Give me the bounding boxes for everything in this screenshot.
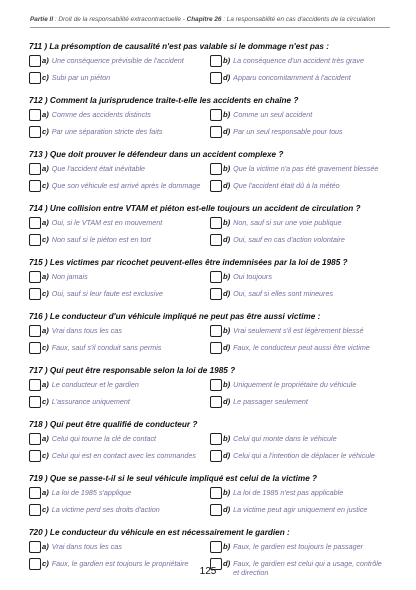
options-row (29, 287, 391, 303)
option-text: Le conducteur et le gardien (51, 380, 139, 389)
answer-option[interactable] (29, 125, 210, 138)
option-letter: b) (223, 110, 231, 119)
option-text: Uniquement le propriétaire du véhicule (233, 380, 357, 389)
answer-option[interactable] (210, 287, 391, 300)
option-text: Celui qui tourne la clé de contact (51, 434, 157, 443)
option-text: Celui qui est en contact avec les commandes (51, 451, 196, 460)
question-block (29, 365, 391, 419)
options-row (29, 233, 391, 249)
options-row (29, 540, 391, 556)
answer-checkbox[interactable] (29, 325, 41, 337)
answer-option[interactable] (29, 162, 210, 175)
option-letter: c) (42, 505, 49, 514)
option-text: Oui toujours (233, 272, 272, 281)
answer-checkbox[interactable] (210, 217, 222, 229)
answer-checkbox[interactable] (29, 450, 41, 462)
answer-option[interactable] (29, 341, 210, 354)
option-letter: a) (42, 542, 49, 551)
answer-option[interactable] (29, 270, 210, 283)
option-text: Que l'accident était inévitable (51, 164, 146, 173)
option-letter: a) (42, 218, 49, 227)
option-letter: b) (223, 380, 231, 389)
answer-checkbox[interactable] (29, 217, 41, 229)
options-row (29, 54, 391, 70)
option-text: Le passager seulement (233, 397, 308, 406)
question-title: 711 ) La présomption de causalité n'est pas valable si le dommage n'est pas : (29, 42, 329, 51)
options-row (29, 503, 391, 519)
question-block (29, 203, 391, 257)
answer-checkbox[interactable] (29, 288, 41, 300)
answer-option[interactable] (29, 216, 210, 229)
option-text: La loi de 1985 s'applique (51, 488, 132, 497)
answer-checkbox[interactable] (29, 396, 41, 408)
option-text: La conséquence d'un accident très grave (233, 56, 365, 65)
answer-option[interactable] (210, 54, 391, 67)
option-letter: c) (42, 127, 49, 136)
options-row (29, 324, 391, 340)
answer-option[interactable] (210, 108, 391, 121)
options-row (29, 432, 391, 448)
answer-checkbox[interactable] (29, 342, 41, 354)
option-text: Faux, le gardien est celui qui a usage, contrôle et direction (233, 559, 382, 577)
option-text: Par une séparation stricte des faits (51, 127, 163, 136)
option-text: Que l'accident était dû à la météo (233, 181, 340, 190)
answer-checkbox[interactable] (210, 504, 222, 516)
answer-checkbox[interactable] (210, 271, 222, 283)
answer-checkbox[interactable] (210, 234, 222, 246)
answer-option[interactable] (210, 432, 391, 445)
question-block (29, 257, 391, 311)
question-title: 718 ) Qui peut être qualifié de conducteur ? (29, 420, 198, 429)
option-letter: b) (223, 272, 231, 281)
option-text: Apparu concomitamment à l'accident (233, 73, 351, 82)
answer-option[interactable] (210, 216, 391, 229)
answer-checkbox[interactable] (29, 271, 41, 283)
option-text: La victime peut agir uniquement en justice (233, 505, 368, 514)
answer-option[interactable] (210, 71, 391, 84)
option-text: Non, sauf si sur une voie publique (233, 218, 342, 227)
answer-option[interactable] (29, 324, 210, 337)
answer-checkbox[interactable] (210, 109, 222, 121)
answer-option[interactable] (29, 395, 210, 408)
option-text: Oui, si le VTAM est en mouvement (51, 218, 163, 227)
page-number: 125 (199, 566, 217, 577)
answer-option[interactable] (29, 486, 210, 499)
answer-option[interactable] (210, 324, 391, 337)
question-block (29, 95, 391, 149)
question-title: 713 ) Que doit prouver le défendeur dans un accident complexe ? (29, 150, 284, 159)
option-text: Non jamais (51, 272, 88, 281)
option-text: Par un seul responsable pour tous (233, 127, 343, 136)
question-block (29, 311, 391, 365)
option-letter: c) (42, 289, 49, 298)
answer-option[interactable] (210, 179, 391, 192)
header-chapter: Chapitre 26 (186, 16, 222, 23)
answer-checkbox[interactable] (210, 342, 222, 354)
answer-checkbox[interactable] (210, 55, 222, 67)
answer-checkbox[interactable] (210, 72, 222, 84)
answer-option[interactable] (29, 378, 210, 391)
options-row (29, 486, 391, 502)
options-row (29, 216, 391, 232)
option-letter: d) (223, 127, 231, 136)
option-text: La victime perd ses droits d'action (51, 505, 160, 514)
answer-checkbox[interactable] (29, 72, 41, 84)
answer-checkbox[interactable] (29, 180, 41, 192)
option-text: Comme des accidents distincts (51, 110, 151, 119)
option-text: Vrai seulement s'il est légèrement blessé (233, 326, 364, 335)
option-letter: d) (223, 181, 231, 190)
options-row (29, 449, 391, 465)
option-text: Une conséquence prévisible de l'accident (51, 56, 184, 65)
option-letter: c) (42, 235, 49, 244)
option-text: Subi par un piéton (51, 73, 111, 82)
option-letter: d) (223, 235, 231, 244)
question-title: 717 ) Qui peut être responsable selon la loi de 1985 ? (29, 366, 236, 375)
question-list (29, 41, 391, 581)
answer-option[interactable] (29, 108, 210, 121)
options-row (29, 378, 391, 394)
answer-option[interactable] (29, 233, 210, 246)
answer-checkbox[interactable] (210, 487, 222, 499)
answer-checkbox[interactable] (210, 433, 222, 445)
answer-option[interactable] (29, 432, 210, 445)
option-letter: d) (223, 451, 231, 460)
option-text: Comme un seul accident (233, 110, 313, 119)
option-letter: d) (223, 505, 231, 514)
answer-checkbox[interactable] (29, 433, 41, 445)
option-text: Faux, le conducteur peut aussi être victime (233, 343, 370, 352)
answer-option[interactable] (210, 540, 391, 553)
option-text: Oui, sauf si leur faute est exclusive (51, 289, 163, 298)
answer-checkbox[interactable] (29, 487, 41, 499)
option-text: Vrai dans tous les cas (51, 326, 122, 335)
option-letter: c) (42, 73, 49, 82)
answer-option[interactable] (29, 287, 210, 300)
answer-checkbox[interactable] (29, 541, 41, 553)
option-letter: a) (42, 488, 49, 497)
answer-checkbox[interactable] (29, 126, 41, 138)
answer-checkbox[interactable] (210, 163, 222, 175)
answer-option[interactable] (29, 54, 210, 67)
question-title: 719 ) Que se passe-t-il si le seul véhicule impliqué est celui de la victime ? (29, 474, 318, 483)
answer-checkbox[interactable] (29, 109, 41, 121)
answer-option[interactable] (29, 71, 210, 84)
option-letter: d) (223, 559, 231, 568)
option-letter: d) (223, 73, 231, 82)
answer-option[interactable] (210, 270, 391, 283)
running-header (30, 16, 390, 23)
answer-checkbox[interactable] (29, 234, 41, 246)
question-block (29, 149, 391, 203)
option-text: La loi de 1985 n'est pas applicable (233, 488, 344, 497)
options-row (29, 71, 391, 87)
options-row (29, 270, 391, 286)
answer-checkbox[interactable] (210, 325, 222, 337)
answer-checkbox[interactable] (210, 180, 222, 192)
option-letter: c) (42, 559, 49, 568)
answer-option[interactable] (29, 503, 210, 516)
header-part-text: : Droit de la responsabilité extracontractuelle - (53, 16, 187, 23)
answer-option[interactable] (210, 162, 391, 175)
option-text: Non sauf si le piéton est en tort (51, 235, 151, 244)
option-text: Celui qui monte dans le véhicule (233, 434, 337, 443)
answer-checkbox[interactable] (29, 379, 41, 391)
option-letter: c) (42, 397, 49, 406)
answer-option[interactable] (210, 378, 391, 391)
options-row (29, 341, 391, 357)
answer-option[interactable] (210, 233, 391, 246)
option-letter: b) (223, 488, 231, 497)
answer-checkbox[interactable] (29, 163, 41, 175)
option-text: Vrai dans tous les cas (51, 542, 122, 551)
option-text: Faux, le gardien est toujours le passager (233, 542, 364, 551)
option-letter: a) (42, 326, 49, 335)
option-text: Oui, sauf en cas d'action volontaire (233, 235, 345, 244)
option-letter: d) (223, 397, 231, 406)
question-title: 715 ) Les victimes par ricochet peuvent-elles être indemnisées par la loi de 1985 ? (29, 258, 348, 267)
answer-checkbox[interactable] (210, 379, 222, 391)
option-letter: a) (42, 380, 49, 389)
option-text: Faux, le gardien est toujours le propriétaire (51, 559, 189, 568)
answer-checkbox[interactable] (210, 396, 222, 408)
option-letter: b) (223, 542, 231, 551)
option-letter: a) (42, 272, 49, 281)
option-text: Faux, sauf s'il conduit sans permis (51, 343, 162, 352)
answer-checkbox[interactable] (29, 55, 41, 67)
answer-checkbox[interactable] (210, 450, 222, 462)
question-block (29, 41, 391, 95)
answer-option[interactable] (210, 125, 391, 138)
option-letter: d) (223, 289, 231, 298)
options-row (29, 162, 391, 178)
header-divider (30, 27, 390, 28)
option-letter: b) (223, 164, 231, 173)
options-row (29, 125, 391, 141)
options-row (29, 108, 391, 124)
option-letter: b) (223, 56, 231, 65)
option-letter: b) (223, 326, 231, 335)
answer-option[interactable] (210, 503, 391, 516)
answer-checkbox[interactable] (210, 288, 222, 300)
question-title: 714 ) Une collision entre VTAM et piéton est-elle toujours un accident de circulation ? (29, 204, 361, 213)
option-letter: c) (42, 343, 49, 352)
option-text: Oui, sauf si elles sont mineures (233, 289, 334, 298)
answer-checkbox[interactable] (29, 504, 41, 516)
answer-option[interactable] (29, 449, 210, 462)
option-letter: a) (42, 110, 49, 119)
option-letter: d) (223, 343, 231, 352)
option-text: L'assurance uniquement (51, 397, 130, 406)
question-title: 712 ) Comment la jurisprudence traite-t-elle les accidents en chaîne ? (29, 96, 299, 105)
answer-option[interactable] (29, 179, 210, 192)
option-text: Celui qui a l'intention de déplacer le véhicule (233, 451, 375, 460)
question-block (29, 419, 391, 473)
question-block (29, 473, 391, 527)
answer-checkbox[interactable] (210, 541, 222, 553)
answer-option[interactable] (210, 449, 391, 462)
option-letter: a) (42, 164, 49, 173)
option-text: Que la victime n'a pas été gravement blessée (233, 164, 379, 173)
header-chapter-text: : La responsabilité en cas d'accidents de la circulation (221, 16, 376, 23)
option-letter: b) (223, 434, 231, 443)
option-letter: c) (42, 451, 49, 460)
option-letter: c) (42, 181, 49, 190)
answer-checkbox[interactable] (210, 126, 222, 138)
option-letter: b) (223, 218, 231, 227)
header-part: Partie II (30, 16, 54, 23)
option-letter: a) (42, 56, 49, 65)
options-row (29, 179, 391, 195)
option-letter: a) (42, 434, 49, 443)
answer-option[interactable] (210, 395, 391, 408)
question-title: 720 ) Le conducteur du véhicule en est nécessairement le gardien : (29, 528, 290, 537)
answer-option[interactable] (29, 540, 210, 553)
question-title: 716 ) Le conducteur d'un véhicule impliqué ne peut pas être aussi victime : (29, 312, 321, 321)
option-text: Que son véhicule est arrivé après le dommage (51, 181, 201, 190)
answer-option[interactable] (210, 341, 391, 354)
options-row (29, 395, 391, 411)
answer-option[interactable] (210, 486, 391, 499)
